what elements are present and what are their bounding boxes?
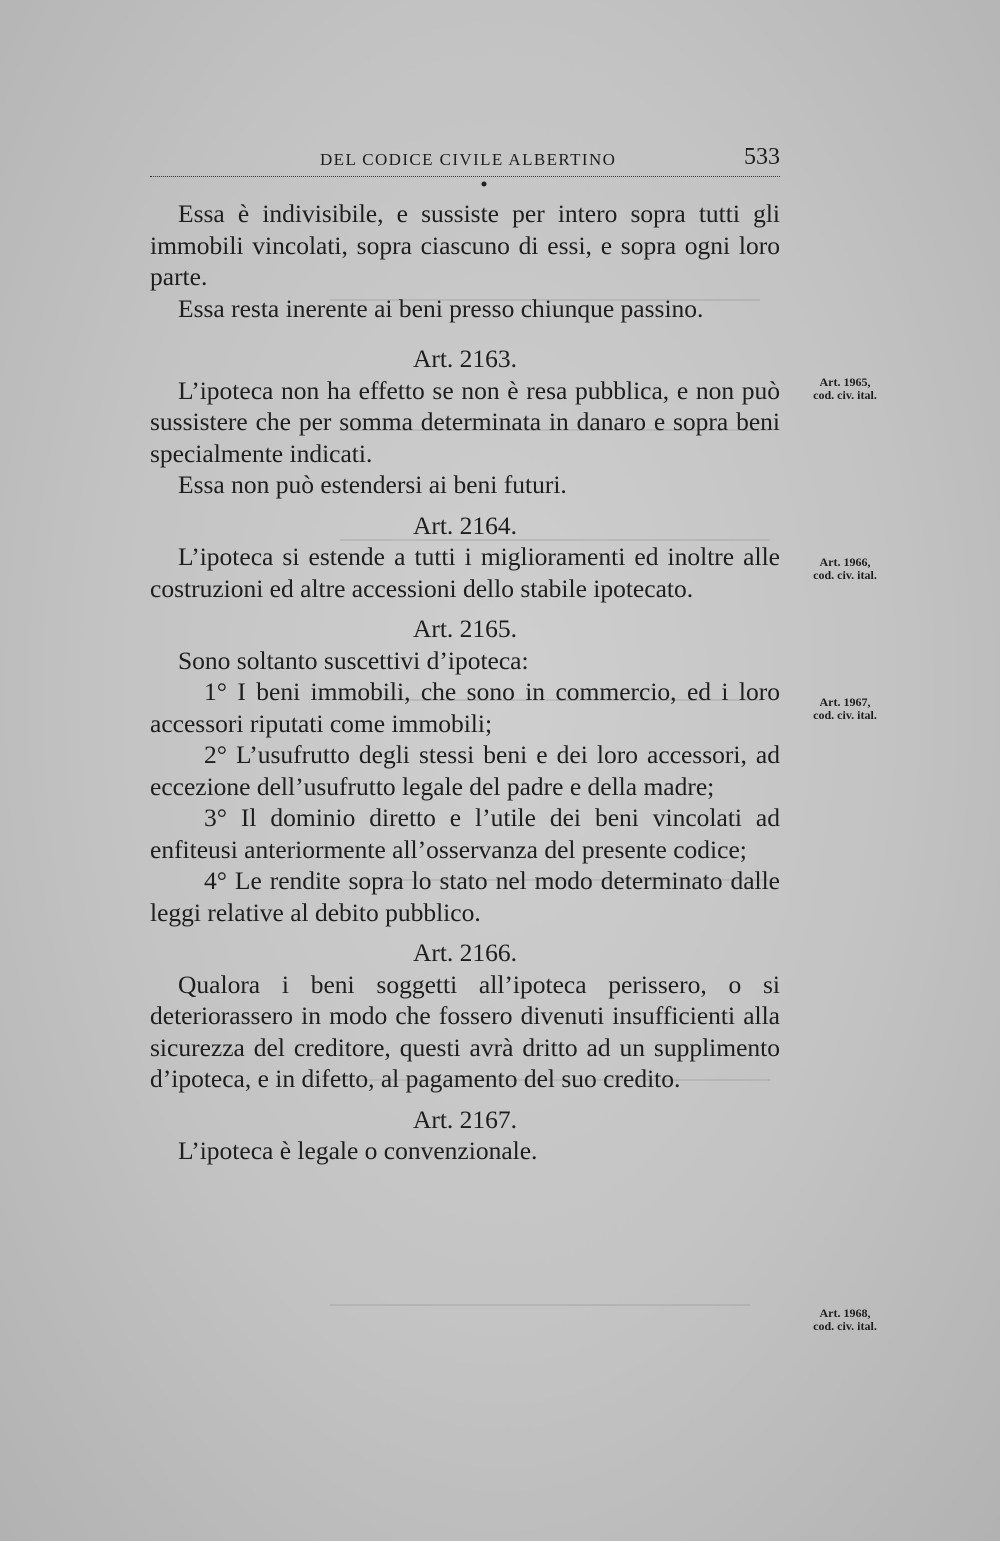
running-header: [150, 144, 780, 180]
margin-note: [795, 696, 895, 722]
margin-note-article: Art. 1967,: [819, 695, 871, 709]
margin-note-code: cod. civ. ital.: [813, 568, 877, 582]
paragraph: Sono soltanto suscettivi d’ipoteca:: [178, 645, 529, 675]
paragraph: Essa non può estendersi ai beni futuri.: [178, 470, 567, 499]
paragraph: L’ipoteca è legale o convenzionale.: [178, 1136, 538, 1165]
margin-note-article: Art. 1965,: [819, 375, 871, 389]
header-rule: [150, 176, 780, 177]
margin-note-article: Art. 1968,: [819, 1306, 871, 1320]
running-title: DEL CODICE CIVILE ALBERTINO: [320, 150, 617, 169]
article-heading-2165: Art. 2165.: [412, 614, 518, 643]
list-item: 4° Le rendite sopra lo stato nel modo determinato dalle leggi relative al debito pubblico.: [150, 866, 780, 927]
article-heading-2163: Art. 2163.: [412, 344, 518, 373]
list-item: 1° I beni immobili, che sono in commercio, ed i loro accessori riputati come immobili;: [150, 677, 780, 738]
margin-note-code: cod. civ. ital.: [813, 708, 877, 722]
article-heading-2164: Art. 2164.: [412, 510, 518, 540]
paragraph: Essa resta inerente ai beni presso chiunque passino.: [178, 293, 704, 323]
margin-note-code: cod. civ. ital.: [813, 388, 877, 402]
paragraph: L’ipoteca si estende a tutti i miglioramenti ed inoltre alle costruzioni ed altre accessioni dello stabile ipotecato.: [150, 542, 780, 603]
margin-note: [795, 376, 895, 402]
margin-note: [795, 556, 895, 582]
margin-note: [795, 1307, 895, 1333]
margin-note-article: Art. 1966,: [819, 555, 871, 569]
page-body: [150, 198, 780, 1167]
list-item: 2° L’usufrutto degli stessi beni e dei loro accessori, ad eccezione dell’usufrutto legale del padre e della madre;: [150, 740, 780, 801]
article-heading-2167: Art. 2167.: [412, 1104, 518, 1134]
paragraph: Qualora i beni soggetti all’ipoteca perissero, o si deteriorassero in modo che fossero divenuti insufficienti alla sicurezza del creditore, questi avrà dritto ad un supplimento d’ipoteca, e in difetto, al pagamento del suo credito.: [150, 969, 780, 1093]
page-number: 533: [744, 144, 780, 170]
list-item: 3° Il dominio diretto e l’utile dei beni vincolati ad enfiteusi anteriormente all’osservanza del presente codice;: [150, 803, 780, 864]
paragraph: L’ipoteca non ha effetto se non è resa pubblica, e non può sussistere che per somma determinata in danaro e sopra beni specialmente indicati.: [150, 375, 780, 468]
article-heading-2166: Art. 2166.: [412, 938, 518, 967]
margin-note-code: cod. civ. ital.: [813, 1319, 877, 1333]
paragraph: Essa è indivisibile, e sussiste per intero sopra tutti gli immobili vincolati, sopra ciascuno di essi, e sopra ogni loro parte.: [150, 199, 780, 291]
